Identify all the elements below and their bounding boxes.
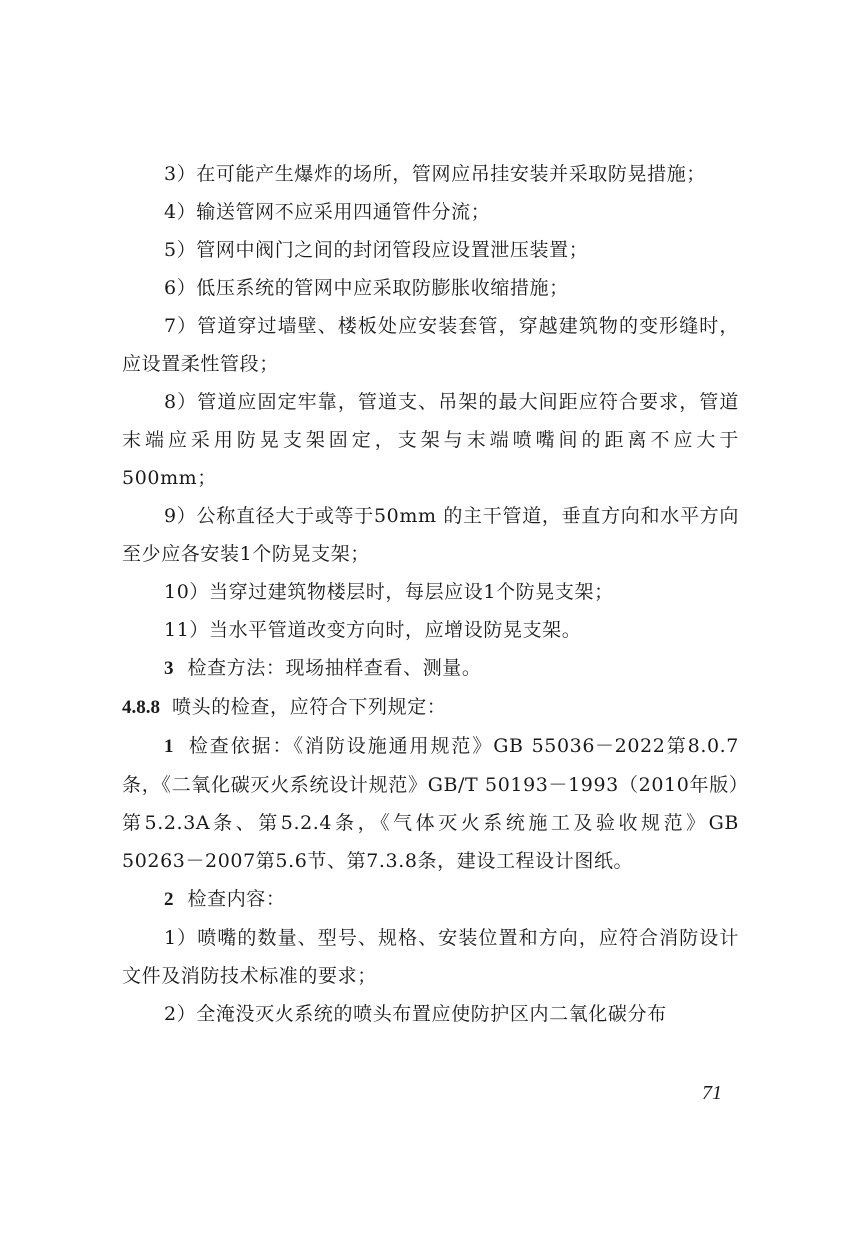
document-body [122, 155, 739, 1033]
page-number: 71 [702, 1082, 722, 1104]
item-7: 7）管道穿过墙壁、楼板处应安装套管，穿越建筑物的变形缝时，应设置柔性管段； [122, 315, 739, 375]
numbered-2-text: 检查内容： [187, 888, 286, 910]
sub-item-1: 1）喷嘴的数量、型号、规格、安装位置和方向，应符合消防设计文件及消防技术标准的要求； [122, 927, 739, 987]
numbered-3 [122, 649, 739, 688]
numbered-3-num: 3 [164, 658, 174, 679]
item-11: 11）当水平管道改变方向时，应增设防晃支架。 [164, 619, 582, 641]
numbered-2 [122, 880, 739, 919]
item-6: 6）低压系统的管网中应采取防膨胀收缩措施； [164, 277, 569, 299]
item-10: 10）当穿过建筑物楼层时，每层应设1个防晃支架； [164, 581, 614, 603]
numbered-1-num: 1 [164, 736, 174, 757]
clause-number: 4.8.8 [122, 697, 160, 718]
numbered-3-text: 检查方法：现场抽样查看、测量。 [187, 657, 482, 679]
numbered-2-num: 2 [164, 889, 174, 910]
item-3: 3）在可能产生爆炸的场所，管网应吊挂安装并采取防晃措施； [164, 163, 706, 185]
sub-item-2: 2）全淹没灭火系统的喷头布置应使防护区内二氧化碳分布 [164, 1003, 667, 1025]
item-5: 5）管网中阀门之间的封闭管段应设置泄压装置； [164, 239, 589, 261]
item-9: 9）公称直径大于或等于50mm 的主干管道，垂直方向和水平方向至少应各安装1个防晃支架； [122, 505, 739, 565]
clause-4-8-8 [122, 688, 739, 727]
numbered-1 [122, 727, 739, 880]
item-4: 4）输送管网不应采用四通管件分流； [164, 201, 491, 223]
clause-text: 喷头的检查，应符合下列规定： [172, 696, 447, 718]
numbered-1-text: 检查依据：《消防设施通用规范》GB 55036－2022第8.0.7条，《二氧化碳灭火系统设计规范》GB/T 50193－1993（2010年版）第5.2.3A条、第5.2.4条，《气体灭火系统施工及验收规范》GB 50263－2007第5.6节、第7.3.8条，建设工程设计图纸。 [122, 735, 739, 872]
item-8: 8）管道应固定牢靠，管道支、吊架的最大间距应符合要求，管道末端应采用防晃支架固定，支架与末端喷嘴间的距离不应大于500mm； [122, 391, 739, 489]
